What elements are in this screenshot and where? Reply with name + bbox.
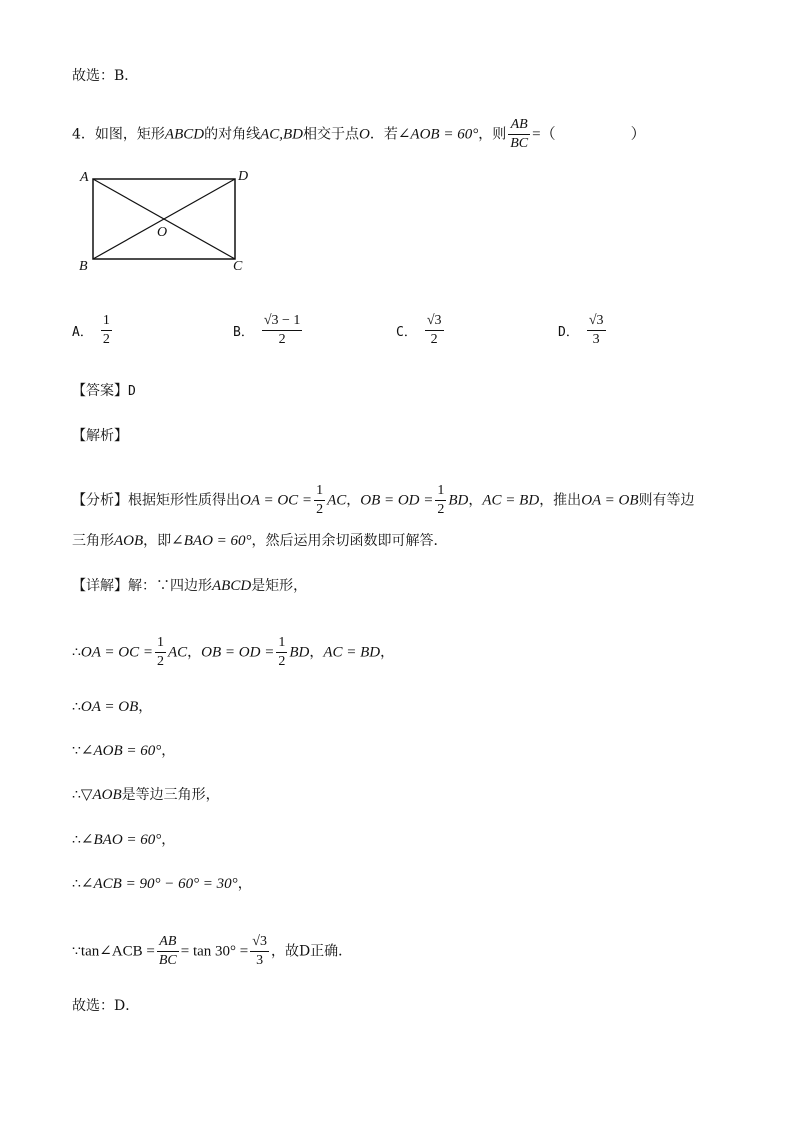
- analysis-half-2-den: 2: [437, 502, 445, 517]
- question-text-1: 如图，矩形: [94, 126, 165, 143]
- analysis-text-5: ，即: [143, 533, 172, 549]
- option-d-den: 3: [592, 332, 600, 347]
- analysis-text-3: 则有等边: [638, 492, 695, 509]
- analysis-tag: 【分析】: [72, 492, 128, 509]
- question-text-4: ．若: [369, 126, 398, 143]
- option-a-den: 2: [102, 332, 110, 347]
- analysis-text-6: ，然后运用余切函数即可解答．: [251, 533, 448, 549]
- detail-s7-pre: ∴: [72, 876, 81, 892]
- detail-s2a: OA = OC =: [80, 644, 153, 661]
- analysis-expr-4: BD: [448, 492, 469, 509]
- ratio-fraction: [508, 116, 530, 153]
- label-c: C: [233, 259, 243, 274]
- analysis-half-2: [435, 482, 446, 519]
- analysis-half-1-num: 1: [314, 482, 325, 501]
- analysis-expr-8: ∠BAO = 60°: [171, 533, 252, 549]
- analysis-line-1: [72, 482, 695, 519]
- answer-value: D: [128, 384, 136, 399]
- option-c-value: [425, 312, 444, 349]
- option-a: [72, 312, 114, 349]
- detail-s3-pre: ∴: [72, 699, 81, 715]
- detail-half-2-den: 2: [278, 654, 286, 669]
- detail-sep-1: ，: [187, 644, 202, 661]
- analysis-line-2: [72, 531, 448, 551]
- detail-s2e: AC = BD: [323, 644, 381, 661]
- detail-s6-end: ，: [161, 832, 176, 848]
- detail-s5-pre: ∴: [72, 787, 81, 803]
- answer-line: [72, 381, 136, 402]
- analysis-expr-7: AOB: [114, 533, 144, 549]
- analysis-expr-1: OA = OC =: [240, 492, 313, 509]
- label-o: O: [157, 225, 168, 240]
- detail-s8-den: BC: [158, 953, 177, 968]
- answer-tag: 【答案】: [72, 383, 128, 399]
- label-b: B: [79, 259, 88, 274]
- detail-s8-frac: [157, 933, 179, 970]
- option-b: [233, 312, 304, 349]
- detail-sep-2: ，: [309, 644, 324, 661]
- rect-name: ABCD: [164, 126, 205, 143]
- question-text-3: 相交于点: [303, 126, 360, 143]
- fraction-numerator: AB: [508, 116, 530, 135]
- detail-s4-pre: ∵: [72, 743, 81, 759]
- detail-s4: ∠AOB = 60°: [80, 743, 162, 759]
- detail-text-2: 是矩形，: [251, 578, 308, 594]
- detail-s8-num: AB: [157, 933, 179, 952]
- detail-s8-num2: √3: [250, 933, 269, 952]
- detail-s4-end: ，: [161, 743, 176, 759]
- detail-half-1-den: 2: [156, 654, 164, 669]
- option-a-value: [101, 312, 112, 349]
- option-d-label: D．: [558, 325, 579, 340]
- detail-line-2: [72, 634, 394, 671]
- detail-s2d: BD: [289, 644, 310, 661]
- option-a-label: A．: [72, 325, 93, 340]
- analysis-sep-1: ，: [346, 492, 361, 509]
- detail-line-1: [72, 576, 307, 596]
- analysis-expr-2: AC: [327, 492, 347, 509]
- option-c-num: √3: [425, 312, 444, 331]
- detail-tag: 【详解】: [72, 578, 128, 594]
- analysis-text-4: 三角形: [72, 533, 114, 549]
- previous-answer: 故选：B．: [72, 68, 139, 84]
- detail-s2-pre: ∴: [72, 644, 81, 661]
- detail-s2c: OB = OD =: [201, 644, 275, 661]
- detail-half-1-num: 1: [155, 634, 166, 653]
- question-text-5: ，则: [478, 126, 507, 143]
- option-c-den: 2: [430, 332, 438, 347]
- detail-s6-pre: ∴: [72, 832, 81, 848]
- detail-s8-pre: ∵: [72, 943, 81, 960]
- detail-half-1: [155, 634, 166, 671]
- detail-s5-end: 是等边三角形，: [121, 787, 220, 803]
- detail-s2b: AC: [167, 644, 188, 661]
- option-d-num: √3: [587, 312, 606, 331]
- detail-s8a: tan∠ACB =: [80, 943, 155, 960]
- detail-line-7: [72, 874, 252, 894]
- question-text-2: 的对角线: [204, 126, 261, 143]
- detail-text-1: 解：∵四边形: [128, 578, 212, 594]
- detail-line-6: [72, 830, 175, 850]
- question-blank: =（ ）: [532, 126, 646, 143]
- detail-s8-frac2: [250, 933, 269, 970]
- option-d-value: [587, 312, 606, 349]
- question-4: [72, 116, 646, 153]
- detail-s7: ∠ACB = 90° − 60° = 30°: [80, 876, 238, 892]
- final-answer: 故选：D．: [72, 998, 140, 1014]
- rectangle-figure: [90, 175, 240, 265]
- detail-s8b: = tan 30° =: [180, 943, 249, 960]
- analysis-half-1: [314, 482, 325, 519]
- detail-s3-end: ，: [138, 699, 153, 715]
- option-a-num: 1: [101, 312, 112, 331]
- option-c: [396, 312, 446, 349]
- detail-s6: ∠BAO = 60°: [80, 832, 162, 848]
- detail-line-3: [72, 697, 152, 717]
- option-b-den: 2: [278, 332, 286, 347]
- fraction-denominator: BC: [510, 136, 529, 151]
- jiexi-tag: 【解析】: [72, 428, 128, 444]
- detail-line-8: [72, 933, 352, 970]
- analysis-half-1-den: 2: [316, 502, 324, 517]
- detail-s3: OA = OB: [80, 699, 139, 715]
- label-a: A: [80, 170, 89, 185]
- detail-s8-den2: 3: [256, 953, 264, 968]
- detail-s8-end: ，故D正确．: [270, 943, 353, 960]
- question-number: 4．: [72, 126, 95, 143]
- option-b-label: B．: [233, 325, 254, 340]
- diagonals: AC,BD: [260, 126, 304, 143]
- option-b-num: √3 − 1: [262, 312, 303, 331]
- point-o: O: [359, 126, 370, 143]
- analysis-text-2: ，推出: [539, 492, 582, 509]
- analysis-expr-6: OA = OB: [581, 492, 639, 509]
- detail-half-2-num: 1: [276, 634, 287, 653]
- analysis-expr-3: OB = OD =: [360, 492, 434, 509]
- detail-half-2: [276, 634, 287, 671]
- angle-condition: ∠AOB = 60°: [397, 126, 479, 143]
- analysis-sep-2: ，: [468, 492, 483, 509]
- detail-s7-end: ，: [237, 876, 252, 892]
- analysis-expr-5: AC = BD: [482, 492, 540, 509]
- analysis-half-2-num: 1: [435, 482, 446, 501]
- option-d: [558, 312, 608, 349]
- detail-line-4: [72, 741, 175, 761]
- option-b-value: [262, 312, 303, 349]
- detail-line-5: [72, 785, 220, 805]
- detail-rect: ABCD: [212, 578, 252, 594]
- label-d: D: [238, 169, 249, 184]
- option-c-label: C．: [396, 325, 417, 340]
- analysis-text-1: 根据矩形性质得出: [128, 492, 240, 509]
- detail-s2-end: ，: [380, 644, 395, 661]
- detail-s5: ▽AOB: [80, 787, 122, 803]
